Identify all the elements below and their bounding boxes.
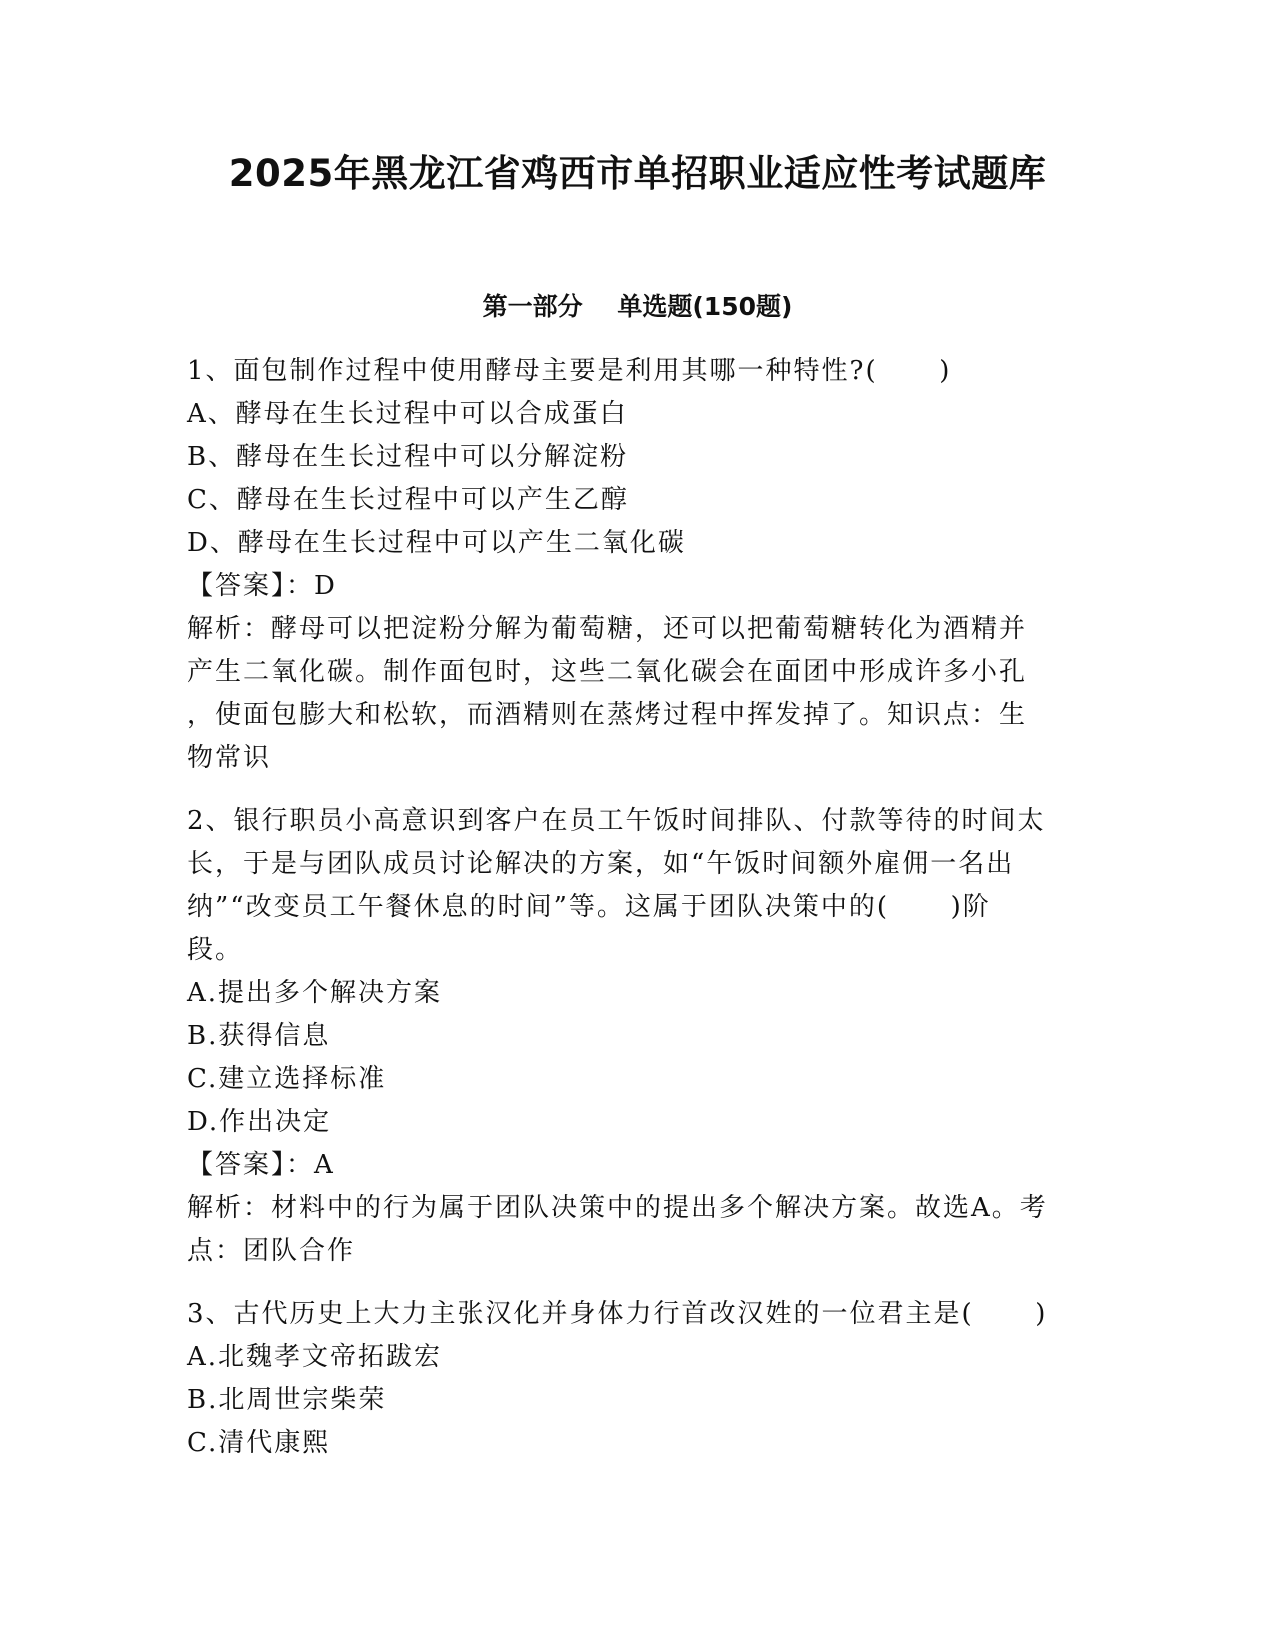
question-stem: 段。 — [187, 935, 244, 965]
section-title: 第一部分 单选题(150题) — [482, 292, 793, 321]
analysis-line: ，使面包膨大和松软，而酒精则在蒸烤过程中挥发掉了。知识点：生 — [187, 700, 1028, 730]
answer: 【答案】：A — [187, 1150, 335, 1180]
option-d: D.作出决定 — [187, 1107, 332, 1137]
question-stem: 1、面包制作过程中使用酵母主要是利用其哪一种特性?( ) — [187, 356, 952, 386]
option-c: C.清代康熙 — [187, 1428, 331, 1458]
option-d: D、酵母在生长过程中可以产生二氧化碳 — [187, 528, 686, 558]
option-b: B、酵母在生长过程中可以分解淀粉 — [187, 442, 629, 472]
question-stem: 3、古代历史上大力主张汉化并身体力行首改汉姓的一位君主是( ) — [187, 1299, 1048, 1329]
analysis-line: 产生二氧化碳。制作面包时，这些二氧化碳会在面团中形成许多小孔 — [187, 657, 1028, 687]
option-a: A、酵母在生长过程中可以合成蛋白 — [187, 399, 628, 429]
question-stem: 纳”“改变员工午餐休息的时间”等。这属于团队决策中的( )阶 — [187, 892, 991, 922]
answer: 【答案】：D — [187, 571, 337, 601]
option-c: C、酵母在生长过程中可以产生乙醇 — [187, 485, 629, 515]
analysis-line: 解析：材料中的行为属于团队决策中的提出多个解决方案。故选A。考 — [187, 1193, 1048, 1223]
option-a: A.提出多个解决方案 — [187, 978, 443, 1008]
option-b: B.北周世宗柴荣 — [187, 1385, 387, 1415]
question-list — [187, 350, 1087, 1485]
question-2 — [187, 800, 1087, 1273]
analysis-line: 点：团队合作 — [187, 1236, 356, 1266]
question-1 — [187, 350, 1087, 780]
analysis-line: 物常识 — [187, 743, 272, 773]
option-b: B.获得信息 — [187, 1021, 331, 1051]
question-stem: 长，于是与团队成员讨论解决的方案，如“午饭时间额外雇佣一名出 — [187, 849, 1015, 879]
question-3 — [187, 1293, 1087, 1465]
document-title: 2025年黑龙江省鸡西市单招职业适应性考试题库 — [228, 152, 1047, 195]
question-stem: 2、银行职员小高意识到客户在员工午饭时间排队、付款等待的时间太 — [187, 806, 1046, 836]
analysis-line: 解析：酵母可以把淀粉分解为葡萄糖，还可以把葡萄糖转化为酒精并 — [187, 614, 1028, 644]
option-c: C.建立选择标准 — [187, 1064, 387, 1094]
option-a: A.北魏孝文帝拓跋宏 — [187, 1342, 443, 1372]
